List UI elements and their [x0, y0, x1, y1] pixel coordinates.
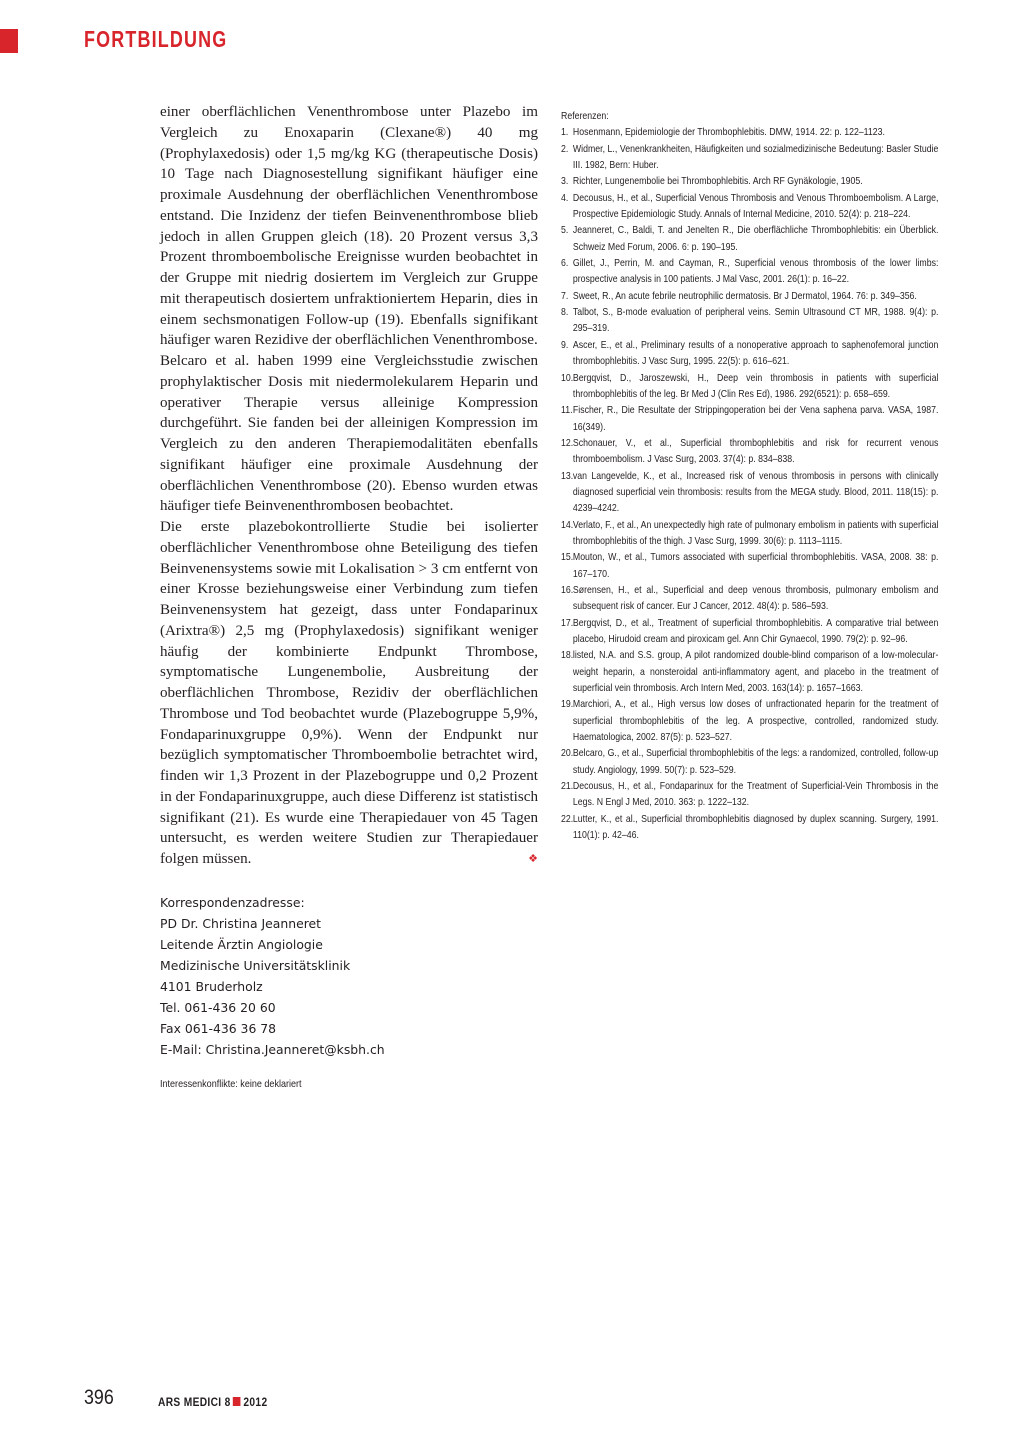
correspondence-block	[160, 892, 385, 1060]
reference-text: listed, N.A. and S.S. group, A pilot randomized double-blind comparison of a low-molecular-weight heparin, a nonsteroidal anti-inflammatory agent, and placebo in the treatment of superficial vein thrombosis. Arch Intern Med, 2003. 163(14): p. 1657–1663.	[572, 650, 939, 695]
reference-number: 19.	[561, 699, 574, 711]
reference-item	[561, 125, 938, 141]
reference-item	[561, 289, 938, 305]
reference-item	[561, 583, 938, 616]
reference-text: Verlato, F., et al., An unexpectedly high rate of pulmonary embolism in patients with superficial thrombophlebitis of the thigh. J Vasc Surg, 1999. 30(6): p. 1113–1115.	[572, 519, 939, 547]
reference-number: 8.	[561, 307, 569, 319]
reference-text: Decousus, H., et al., Superficial Venous Thrombosis and Venous Thromboembolism. A Large, Prospective Epidemiologic Study. Annals of Internal Medicine, 2010. 52(4): p. 218–224.	[572, 192, 939, 221]
reference-item	[561, 616, 938, 649]
reference-item	[561, 256, 938, 289]
reference-text: Sørensen, H., et al., Superficial and deep venous thrombosis, pulmonary embolism and subsequent risk of cancer. Eur J Cancer, 2012. 48(4): p. 586–593.	[572, 584, 939, 613]
reference-item	[561, 648, 938, 697]
reference-item	[561, 746, 938, 779]
reference-text: Widmer, L., Venenkrankheiten, Häufigkeiten und sozialmedizinische Bedeutung: Basler Studie III. 1982, Bern: Huber.	[572, 143, 939, 172]
reference-number: 13.	[561, 470, 574, 482]
body-paragraph: Belcaro et al. haben 1999 eine Vergleichsstudie zwischen prophylaktischer Dosis mit niedermolekularem Heparin und operativer Therapie versus alleinige Kompression durchgeführt. Sie fanden bei der alleinigen Kompression im Vergleich zu den anderen Therapiemodalitäten ebenfalls signifikant häufiger eine proximale Ausdehnung der oberflächlichen Venenthrombose (20). Ebenso wurden etwas häufiger tiefe Beinvenenthrombosen beobachtet.	[160, 353, 538, 515]
reference-item	[561, 697, 938, 746]
reference-number: 9.	[561, 339, 569, 351]
reference-text: Fischer, R., Die Resultate der Strippingoperation bei der Vena saphena parva. VASA, 1987. 16(349).	[572, 405, 939, 433]
reference-item	[561, 436, 938, 469]
body-paragraph	[160, 517, 538, 870]
reference-number: 14.	[561, 519, 574, 531]
author-fax: Fax 061-436 36 78	[160, 1021, 277, 1036]
reference-text: van Langevelde, K., et al., Increased risk of venous thrombosis in persons with clinically diagnosed superficial vein thrombosis: results from the MEGA study. Blood, 2011. 118(15): p. 4239–4242.	[572, 470, 939, 515]
author-institution: Medizinische Universitätsklinik	[160, 958, 351, 973]
reference-item	[561, 518, 938, 551]
reference-number: 15.	[561, 552, 574, 564]
reference-item	[561, 305, 938, 338]
reference-number: 21.	[561, 781, 574, 793]
reference-text: Decousus, H., et al., Fondaparinux for the Treatment of Superficial-Vein Thrombosis in the Legs. N Engl J Med, 2010. 363: p. 1222–132.	[572, 781, 939, 809]
page-footer	[84, 1386, 268, 1410]
page-number: 396	[84, 1386, 114, 1409]
reference-text: Richter, Lungenembolie bei Thrombophlebitis. Arch RF Gynäkologie, 1905.	[572, 176, 863, 188]
reference-item	[561, 223, 938, 256]
reference-item	[561, 779, 938, 812]
journal-year: 2012	[243, 1395, 268, 1409]
reference-text: Bergqvist, D., et al., Treatment of superficial thrombophlebitis. A comparative trial between placebo, Hirudoid cream and piroxicam gel. Ann Chir Gynaecol, 1990. 79(2): p. 92–96.	[572, 617, 939, 645]
reference-text: Lutter, K., et al., Superficial thrombophlebitis diagnosed by duplex scanning. Surgery, 1991. 110(1): p. 42–46.	[572, 813, 939, 842]
body-paragraph: einer oberflächlichen Venenthrombose unter Plazebo im Vergleich zu Enoxaparin (Clexane®) 40 mg (Prophylaxedosis) oder 1,5 mg/kg KG (therapeutische Dosis) 10 Tage nach Diagnosestellung signifikant häufiger eine proximale Ausdehnung der oberflächlichen Venenthrombose entstand. Die Inzidenz der tiefen Beinvenenthrombose blieb jedoch in allen Gruppen gleich (18). 20 Prozent versus 3,3 Prozent thromboembolische Ereignisse wurden beobachtet in der Gruppe mit niedrig dosiertem im Vergleich zur Gruppe mit therapeutisch dosiertem unfraktioniertem Heparin, dies in einem sechsmonatigen Follow-up (19). Ebenfalls signifikant häufiger waren Rezidive der oberflächlichen Venenthrombose.	[160, 104, 538, 349]
article-body	[160, 102, 538, 870]
square-bullet-icon	[233, 1397, 241, 1406]
reference-item	[561, 469, 938, 518]
reference-item	[561, 142, 938, 175]
reference-number: 12.	[561, 437, 574, 449]
reference-number: 22.	[561, 813, 574, 825]
correspondence-heading: Korrespondenzadresse:	[160, 895, 305, 910]
reference-number: 5.	[561, 225, 569, 237]
reference-item	[561, 812, 938, 845]
reference-item	[561, 338, 938, 371]
references-heading: Referenzen:	[561, 111, 609, 122]
reference-text: Bergqvist, D., Jaroszewski, H., Deep vein thrombosis in patients with superficial thrombophlebitis of the leg. Br Med J (Clin Res Ed), 1986. 292(6521): p. 658–659.	[572, 372, 939, 400]
reference-text: Mouton, W., et al., Tumors associated with superficial thrombophlebitis. VASA, 2008. 38: p. 167–170.	[572, 552, 939, 580]
reference-text: Gillet, J., Perrin, M. and Cayman, R., Superficial venous thrombosis of the lower limbs: prospective analysis in 100 patients. J Mal Vasc, 2001. 26(1): p. 16–22.	[572, 258, 939, 286]
reference-text: Sweet, R., An acute febrile neutrophilic dermatosis. Br J Dermatol, 1964. 76: p. 349–356.	[572, 290, 917, 302]
reference-item	[561, 550, 938, 583]
reference-number: 17.	[561, 617, 574, 629]
references-section	[561, 109, 938, 844]
author-role: Leitende Ärztin Angiologie	[160, 937, 323, 952]
reference-text: Belcaro, G., et al., Superficial thrombophlebitis of the legs: a randomized, controlled, follow-up study. Angiology, 1999. 50(7): p. 523–529.	[572, 748, 939, 776]
reference-text: Ascer, E., et al., Preliminary results of a nonoperative approach to saphenofemoral junction thrombophlebitis. J Vasc Surg, 1995. 22(5): p. 616–621.	[572, 339, 939, 368]
reference-number: 16.	[561, 584, 574, 596]
section-title: FORTBILDUNG	[84, 26, 228, 52]
author-city: 4101 Bruderholz	[160, 979, 263, 994]
body-paragraph-text: Die erste plazebokontrollierte Studie bei isolierter oberflächlicher Venenthrombose ohne Beteiligung des tiefen Beinvenensystems sowie mit Lokalisation > 3 cm entfernt von einer Krosse beziehungsweise einer Verbindung zum tiefen Beinvenensystem hat gezeigt, dass unter Fondaparinux (Arixtra®) 2,5 mg (Prophylaxedosis) signifikant weniger häufig der kombinierte Endpunkt Thrombose, symptomatische Lungenembolie, Ausbreitung der oberflächlichen Thrombose, Rezidiv der oberflächlichen Thrombose und Tod beobachtet wurde (Plazebogruppe 5,9%, Fondaparinuxgruppe 0,9%). Wenn der Endpunkt nur bezüglich symptomatischer Thromboembolie betrachtet wird, finden wir 1,3 Prozent in der Plazebogruppe und 0,2 Prozent in der Fondaparinuxgruppe, auch diese Differenz ist statistisch signifikant (21). Es wurde eine Therapiedauer von 45 Tagen untersucht, es werden weitere Studien zur Therapiedauer folgen müssen.	[160, 519, 538, 867]
references-list	[561, 125, 938, 844]
reference-item	[561, 174, 938, 190]
journal-name: ARS MEDICI 8	[158, 1395, 231, 1409]
author-phone: Tel. 061-436 20 60	[160, 1000, 276, 1015]
reference-item	[561, 191, 938, 224]
author-email: E-Mail: Christina.Jeanneret@ksbh.ch	[160, 1042, 385, 1057]
reference-number: 3.	[561, 176, 569, 188]
reference-number: 4.	[561, 192, 569, 204]
reference-item	[561, 371, 938, 404]
reference-item	[561, 403, 938, 436]
journal-issue	[158, 1395, 267, 1409]
end-of-article-icon: ❖	[528, 853, 538, 865]
reference-number: 1.	[561, 127, 569, 139]
reference-text: Marchiori, A., et al., High versus low doses of unfractionated heparin for the treatment of superficial thrombophlebitis of the leg. A prospective, controlled, randomized study. Haematologica, 2002. 87(5): p. 523–527.	[572, 699, 939, 744]
conflict-of-interest-note: Interessenkonflikte: keine deklariert	[160, 1078, 302, 1090]
reference-number: 10.	[561, 372, 574, 384]
reference-text: Schonauer, V., et al., Superficial thrombophlebitis and risk for recurrent venous thromboembolism. J Vasc Surg, 2003. 37(4): p. 834–838.	[572, 437, 939, 466]
reference-text: Jeanneret, C., Baldi, T. and Jenelten R., Die oberflächliche Thrombophlebitis: ein Überblick. Schweiz Med Forum, 2006. 6: p. 190–195.	[572, 225, 939, 253]
reference-text: Hosenmann, Epidemiologie der Thrombophlebitis. DMW, 1914. 22: p. 122–1123.	[572, 127, 885, 139]
reference-number: 6.	[561, 258, 569, 270]
author-name: PD Dr. Christina Jeanneret	[160, 916, 322, 931]
reference-number: 7.	[561, 290, 569, 302]
reference-number: 20.	[561, 748, 574, 760]
reference-number: 18.	[561, 650, 574, 662]
section-color-marker	[0, 29, 18, 53]
reference-text: Talbot, S., B-mode evaluation of peripheral veins. Semin Ultrasound CT MR, 1988. 9(4): p. 295–319.	[572, 307, 939, 335]
reference-number: 2.	[561, 143, 569, 155]
reference-number: 11.	[561, 405, 573, 417]
